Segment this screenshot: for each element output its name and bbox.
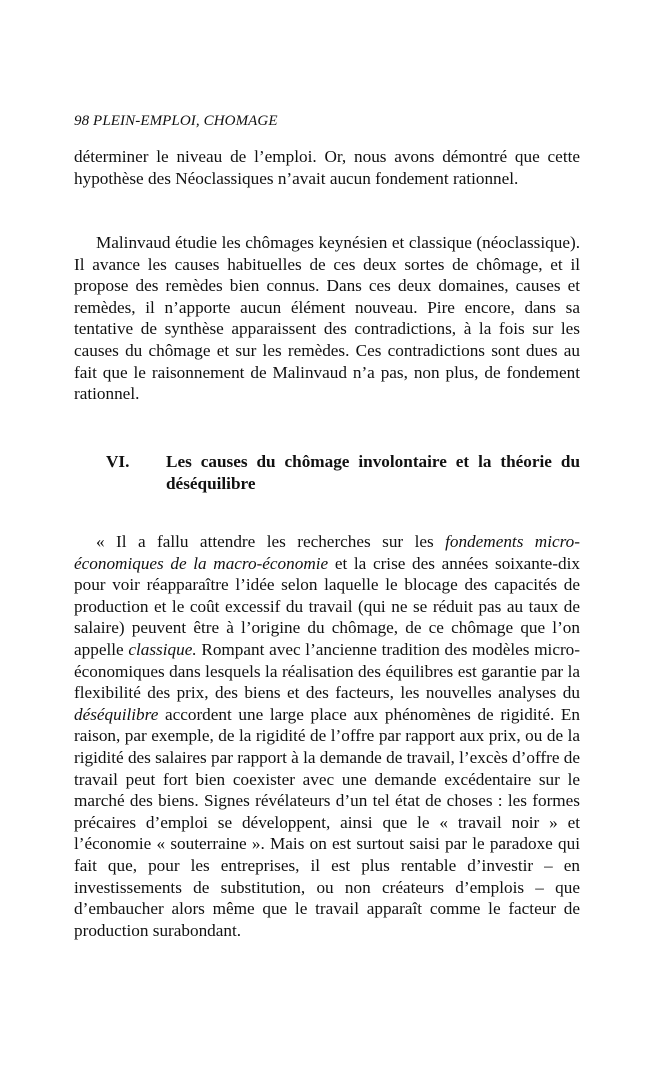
quote-text-1: « Il a fallu attendre les recherches sur les: [96, 532, 446, 551]
section-title: Les causes du chômage involontaire et la théorie du déséquilibre: [166, 452, 580, 493]
section-number: VI.: [106, 452, 130, 471]
quote-text-4: accordent une large place aux phénomènes de rigidité. En raison, par exemple, de la rigidité de l’offre par rapport aux prix, ou de la rigidité des salaires par rapport à la demande de travail, l’excès d’offre de travail peut fort bien coexister avec une demande excédentaire sur le marché des biens. Signes révélateurs d’un tel état de choses : les formes précaires d’emploi se développent, ainsi que le « travail noir » et l’économie « souterraine ». Mais on est surtout saisi par le paradoxe qui fait que, pour les entreprises, il est plus rentable d’investir – en investissements de substitution, ou non créateurs d’emplois – que d’embaucher alors même que le travail apparaît comme le facteur de production surabondant.: [74, 704, 581, 940]
quote-italic-1: fondements micro-économiques de la macro-économie: [74, 532, 580, 573]
quote-italic-2: classique.: [128, 639, 197, 659]
running-head: 98 PLEIN-EMPLOI, CHOMAGE: [74, 113, 278, 129]
quote-paragraph: [74, 531, 580, 941]
quote-text-3: Rompant avec l’ancienne tradition des modèles micro-économiques dans lesquels la réalisation des équilibres est garantie par la flexibilité des prix, des biens et des facteurs, les nouvelles analyses du: [74, 639, 581, 703]
paragraph-continuation: déterminer le niveau de l’emploi. Or, nous avons démontré que cette hypothèse des Néoclassiques n’avait aucun fondement rationnel.: [74, 147, 580, 188]
quote-italic-3: déséquilibre: [74, 704, 159, 724]
paragraph-malinvaud: [74, 232, 580, 405]
quote-text-2: et la crise des années soixante-dix pour voir réapparaître l’idée selon laquelle le blocage des capacités de production et le coût excessif du travail (qui ne se réduit pas au taux de salaire) peuvent être à l’origine du chômage, de ce chômage que l’on appelle: [74, 553, 580, 659]
paragraph-malinvaud-text: Malinvaud étudie les chômages keynésien et classique (néoclassique). Il avance les causes habituelles de ces deux sortes de chômage, et il propose des remèdes bien connus. Dans ces deux domaines, causes et remèdes, il n’apporte aucun élément nouveau. Pire encore, dans sa tentative de synthèse apparaissent des contradictions, à la fois sur les causes du chômage et sur les remèdes. Ces contradictions sont dues au fait que le raisonnement de Malinvaud n’a pas, non plus, de fondement rationnel.: [74, 233, 580, 404]
